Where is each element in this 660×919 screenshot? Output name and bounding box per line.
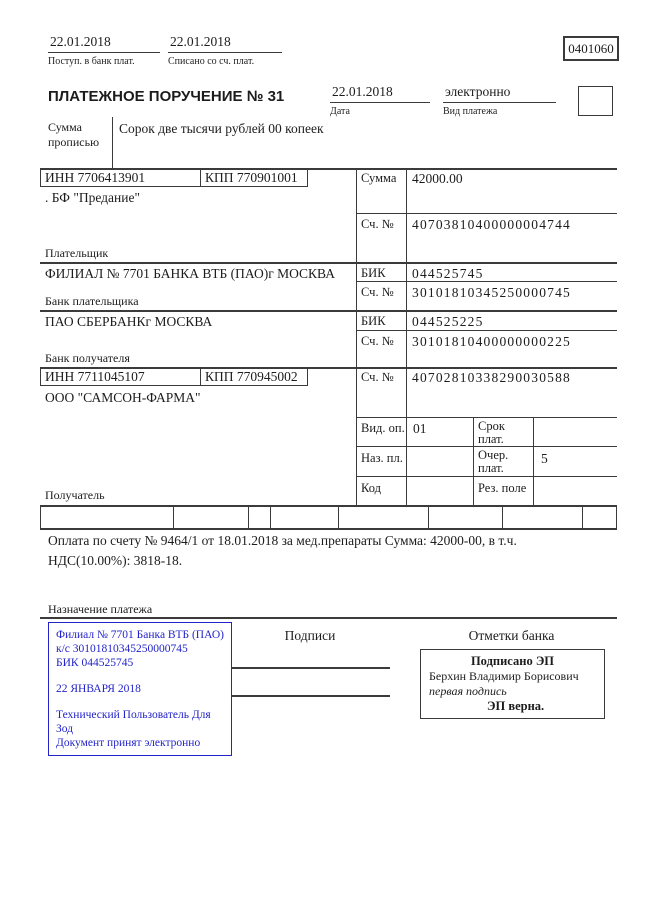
priority-value: 5 <box>541 451 548 466</box>
payee-bank-name: ПАО СБЕРБАНКг МОСКВА <box>45 314 213 329</box>
table-border <box>338 505 339 528</box>
table-border <box>200 367 201 385</box>
payee-bank-section-label: Банк получателя <box>45 351 130 365</box>
purpose-code-label: Наз. пл. <box>361 451 403 465</box>
payer-inn: ИНН 7706413901 <box>45 170 146 185</box>
stamp-line: Филиал № 7701 Банка ВТБ (ПАО) <box>56 629 224 641</box>
bank-marks-label: Отметки банка <box>468 628 555 643</box>
payment-purpose-text: Оплата по счету № 9464/1 от 18.01.2018 за мед.препараты Сумма: 42000-00, в т.ч. НДС(10.00%): 3818-18. <box>48 533 517 568</box>
payee-inn: ИНН 7711045107 <box>45 369 145 384</box>
payee-bank-bik-value: 044525225 <box>412 314 484 329</box>
payer-account-value: 40703810400000004744 <box>412 217 571 232</box>
table-border <box>40 310 617 312</box>
table-border <box>307 367 308 385</box>
debited-date-value: 22.01.2018 <box>168 34 282 53</box>
signatures-label: Подписи <box>284 628 336 643</box>
amount-words-divider <box>112 117 113 168</box>
table-border <box>270 505 271 528</box>
received-date-label: Поступ. в банк плат. <box>48 56 135 67</box>
signature-line <box>231 667 390 669</box>
stamp-line: к/с 30101810345250000745 <box>56 643 188 655</box>
bank-processing-stamp <box>48 622 232 756</box>
table-border <box>356 281 617 282</box>
table-border <box>356 417 617 418</box>
form-code-box: 0401060 <box>563 36 619 61</box>
operation-type-label: Вид. оп. <box>361 421 405 435</box>
esign-note: первая подпись <box>429 684 507 698</box>
payer-bank-bik-label: БИК <box>361 266 386 280</box>
payer-name: . БФ "Предание" <box>45 190 140 205</box>
stamp-line: БИК 044525745 <box>56 657 134 669</box>
payer-bank-section-label: Банк плательщика <box>45 294 139 308</box>
document-date-label: Дата <box>330 106 350 117</box>
received-date-value: 22.01.2018 <box>48 34 160 53</box>
payer-bank-bik-value: 044525745 <box>412 266 484 281</box>
amount-words-value: Сорок две тысячи рублей 00 копеек <box>119 121 324 136</box>
sum-value: 42000.00 <box>412 171 463 186</box>
table-border <box>356 476 617 477</box>
payment-kind-field <box>443 84 556 117</box>
esign-title: Подписано ЭП <box>470 654 555 668</box>
debited-date-label: Списано со сч. плат. <box>168 56 255 67</box>
table-border <box>248 505 249 528</box>
table-border <box>356 330 617 331</box>
code-label: Код <box>361 481 381 495</box>
payee-section-label: Получатель <box>45 488 105 502</box>
payee-account-value: 40702810338290030588 <box>412 370 571 385</box>
payee-account-label: Сч. № <box>361 370 394 384</box>
payment-kind-value: электронно <box>443 84 556 103</box>
payment-kind-label: Вид платежа <box>443 106 498 117</box>
term-label: Срок плат. <box>478 419 505 446</box>
table-border <box>533 417 534 505</box>
signature-line <box>231 695 390 697</box>
table-border <box>40 385 308 386</box>
payer-section-label: Плательщик <box>45 246 109 260</box>
payment-purpose-label: Назначение платежа <box>48 602 153 616</box>
table-border <box>356 446 617 447</box>
payer-bank-account-value: 30101810345250000745 <box>412 285 571 300</box>
reserve-field-label: Рез. поле <box>478 481 527 495</box>
stamp-line: 22 ЯНВАРЯ 2018 <box>56 683 141 695</box>
table-border <box>40 168 41 186</box>
stamp-line: Документ принят электронно <box>56 737 201 749</box>
document-date-value: 22.01.2018 <box>330 84 430 103</box>
status-box <box>578 86 613 116</box>
esign-name: Берхин Владимир Борисович <box>429 669 579 683</box>
received-date-field <box>48 34 160 67</box>
table-border <box>406 168 407 505</box>
table-border <box>40 505 617 507</box>
table-border <box>582 505 583 528</box>
payer-account-label: Сч. № <box>361 217 394 231</box>
debited-date-field <box>168 34 282 67</box>
table-border <box>200 168 201 186</box>
table-border <box>616 505 617 528</box>
table-border <box>502 505 503 528</box>
payer-kpp: КПП 770901001 <box>205 170 298 185</box>
esign-stamp <box>420 649 605 719</box>
payee-bank-bik-label: БИК <box>361 314 386 328</box>
document-title: ПЛАТЕЖНОЕ ПОРУЧЕНИЕ № 31 <box>48 88 285 105</box>
table-border <box>307 168 308 186</box>
payer-bank-name: ФИЛИАЛ № 7701 БАНКА ВТБ (ПАО)г МОСКВА <box>45 266 335 281</box>
document-date-field <box>330 84 430 117</box>
sum-label: Сумма <box>361 171 397 185</box>
payee-kpp: КПП 770945002 <box>205 369 298 384</box>
table-border <box>356 213 617 214</box>
stamp-line: Технический Пользователь Для Зод <box>56 709 211 735</box>
table-border <box>173 505 174 528</box>
table-border <box>428 505 429 528</box>
table-border <box>40 528 617 530</box>
priority-label: Очер. плат. <box>478 448 509 475</box>
operation-type-value: 01 <box>413 421 427 436</box>
esign-verified: ЭП верна. <box>487 699 545 713</box>
table-border <box>356 168 357 505</box>
payee-bank-account-value: 30101810400000000225 <box>412 334 571 349</box>
table-border <box>40 367 41 385</box>
table-border <box>40 186 308 187</box>
table-border <box>40 617 617 619</box>
payee-name: ООО "САМСОН-ФАРМА" <box>45 390 201 405</box>
table-border <box>40 505 41 528</box>
payer-bank-account-label: Сч. № <box>361 285 394 299</box>
amount-words-label: Сумма прописью <box>48 120 100 149</box>
payee-bank-account-label: Сч. № <box>361 334 394 348</box>
table-border <box>40 262 617 264</box>
table-border <box>473 417 474 505</box>
